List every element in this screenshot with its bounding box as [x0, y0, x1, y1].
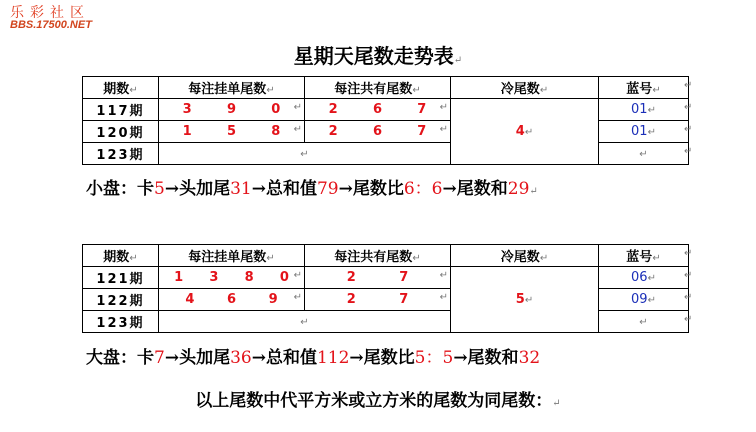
table-row: [83, 311, 689, 333]
paragraph-mark-icon: ↵: [453, 55, 463, 66]
common-tail-cell: 2 6 7 ↵: [305, 99, 451, 121]
period-cell: 123期: [83, 311, 159, 333]
row-end-mark: ↵: [684, 292, 693, 303]
empty-merged-cell: ↵: [159, 311, 451, 333]
row-end-mark: ↵: [684, 80, 693, 91]
period-cell: 122期: [83, 289, 159, 311]
header-single-tail: 每注挂单尾数↵: [159, 245, 305, 267]
cold-tail-cell: 4↵: [451, 99, 599, 165]
common-tail-cell: 2 6 7 ↵: [305, 121, 451, 143]
single-tail-cell: 4 6 9 ↵: [159, 289, 305, 311]
header-cold-tail: 冷尾数↵: [451, 245, 599, 267]
blue-number-cell: 06↵: [599, 267, 689, 289]
title-text: 星期天尾数走势表: [293, 44, 454, 68]
trend-table-1: [82, 76, 689, 165]
common-tail-cell: 2 7 ↵: [305, 289, 451, 311]
table-row: [83, 99, 689, 121]
blue-number-cell: ↵: [599, 143, 689, 165]
trend-table-2: [82, 244, 689, 333]
common-tail-cell: 2 7 ↵: [305, 267, 451, 289]
empty-merged-cell: ↵: [159, 143, 451, 165]
header-cold-tail: 冷尾数↵: [451, 77, 599, 99]
page-title: [0, 40, 756, 69]
site-logo-cn: 乐彩社区: [10, 5, 90, 21]
row-end-mark: ↵: [684, 248, 693, 259]
table-row: [83, 289, 689, 311]
table-row: [83, 143, 689, 165]
row-end-mark: ↵: [684, 124, 693, 135]
summary-small: 小盘：卡5→头加尾31→总和值79→尾数比6：6→尾数和29↵: [86, 179, 538, 199]
row-end-mark: ↵: [684, 146, 693, 157]
blue-number-cell: ↵: [599, 311, 689, 333]
row-end-mark: ↵: [684, 314, 693, 325]
blue-number-cell: 09↵: [599, 289, 689, 311]
header-period: 期数↵: [83, 245, 159, 267]
cold-tail-cell: 5↵: [451, 267, 599, 333]
header-single-tail: 每注挂单尾数↵: [159, 77, 305, 99]
row-end-mark: ↵: [684, 270, 693, 281]
table-row: [83, 121, 689, 143]
blue-number-cell: 01↵: [599, 121, 689, 143]
single-tail-cell: 1 3 8 0 ↵: [159, 267, 305, 289]
single-tail-cell: 1 5 8 ↵: [159, 121, 305, 143]
period-cell: 117期: [83, 99, 159, 121]
header-common-tail: 每注共有尾数↵: [305, 245, 451, 267]
summary-large: 大盘：卡7→头加尾36→总和值112→尾数比5：5→尾数和32: [86, 348, 541, 368]
header-period: 期数↵: [83, 77, 159, 99]
table-row: [83, 267, 689, 289]
table-header-row: [83, 77, 689, 99]
period-cell: 120期: [83, 121, 159, 143]
header-blue: 蓝号↵: [599, 77, 689, 99]
header-common-tail: 每注共有尾数↵: [305, 77, 451, 99]
single-tail-cell: 3 9 0 ↵: [159, 99, 305, 121]
site-logo-url[interactable]: BBS.17500.NET: [10, 19, 92, 31]
header-blue: 蓝号↵: [599, 245, 689, 267]
row-end-mark: ↵: [684, 102, 693, 113]
table-header-row: [83, 245, 689, 267]
blue-number-cell: 01↵: [599, 99, 689, 121]
footnote: 以上尾数中代平方米或立方米的尾数为同尾数：↵: [195, 391, 561, 411]
period-cell: 123期: [83, 143, 159, 165]
period-cell: 121期: [83, 267, 159, 289]
